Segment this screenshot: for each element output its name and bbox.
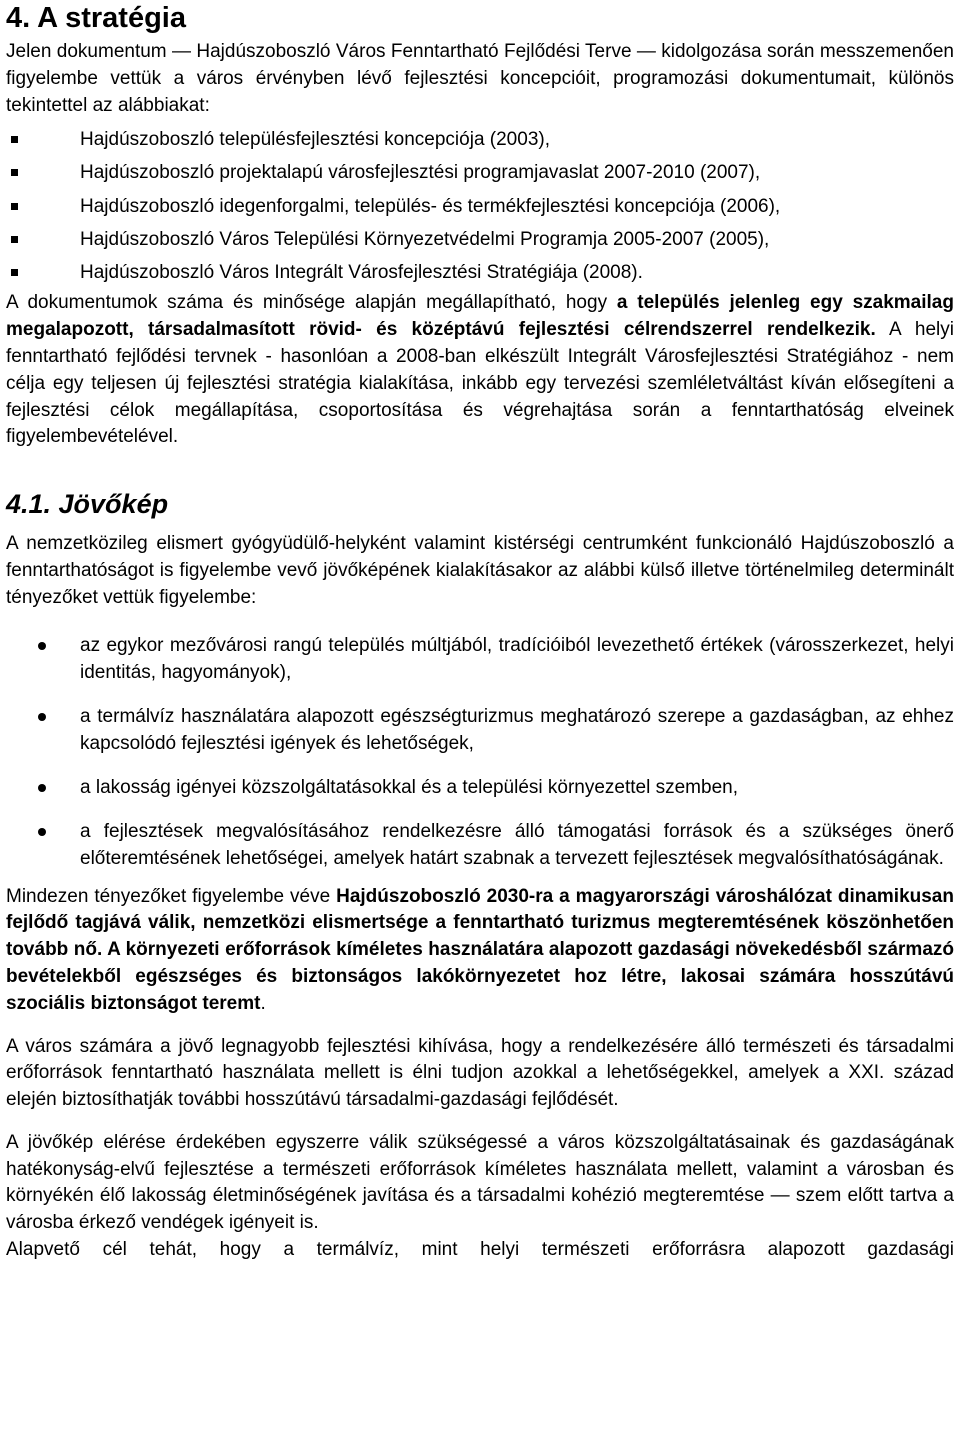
list-item	[6, 774, 954, 801]
list-item	[6, 818, 954, 872]
list-item-text: a lakosság igényei közszolgáltatásokkal és a települési környezettel szemben,	[80, 776, 738, 798]
square-bullet-icon	[11, 169, 18, 176]
square-bullet-icon	[11, 269, 18, 276]
round-bullet-icon	[38, 713, 46, 721]
list-item	[6, 703, 954, 757]
list-item	[6, 632, 954, 686]
list-item	[6, 127, 954, 153]
list-item-text: Hajdúszoboszló Város Települési Környezetvédelmi Programja 2005-2007 (2005),	[80, 228, 770, 250]
vision-end: .	[260, 992, 266, 1014]
assessment-paragraph	[6, 290, 954, 451]
square-bullet-icon	[11, 136, 18, 143]
achievement-paragraph: A jövőkép elérése érdekében egyszerre válik szükségessé a város közszolgáltatásainak és gazdaságának hatékonyság-elvű fejlesztése a természeti erőforrások kíméletes használata mellett, valamint a városban és környékén élő lakosság életminőségének javítása és a társadalmi kohézió megteremtése — szem előtt tartva a városba érkező vendégek igényeit is.	[6, 1131, 954, 1234]
intro-paragraph: Jelen dokumentum — Hajdúszoboszló Város Fenntartható Fejlődési Terve — kidolgozása során messzemenően figyelembe vettük a város érvényben lévő fejlesztési koncepcióit, programozási dokumentumait, különös tekintettel az alábbiakat:	[6, 41, 954, 116]
document-list	[6, 127, 954, 287]
list-item-text: Hajdúszoboszló településfejlesztési koncepciója (2003),	[80, 128, 550, 150]
list-item	[6, 227, 954, 253]
vision-paragraph	[6, 884, 954, 1018]
closing-paragraph: Alapvető cél tehát, hogy a termálvíz, mint helyi természeti erőforrásra alapozott gazdasági	[6, 1239, 954, 1261]
vision-intro-paragraph: A nemzetközileg elismert gyógyüdülő-helyként valamint kistérségi centrumként funkcionáló Hajdúszoboszló a fenntarthatóságot is figyelembe vevő jövőképének kialakításakor az alábbi külső illetve történelmileg determinált tényezőket vettük figyelembe:	[6, 533, 954, 608]
list-item-text: a fejlesztések megvalósításához rendelkezésre álló támogatási források és a szükséges önerő előteremtésének lehetőségei, amelyek határt szabnak a tervezett fejlesztések megvalósíthatóságának.	[80, 820, 954, 869]
square-bullet-icon	[11, 236, 18, 243]
subsection-heading: 4.1. Jövőkép	[6, 489, 169, 520]
challenge-paragraph: A város számára a jövő legnagyobb fejlesztési kihívása, hogy a rendelkezésére álló természeti és társadalmi erőforrások fenntartható használata mellett is élni tudjon azokkal a lehetőségekkel, amelyek a XXI. század elején biztosíthatják további hosszútávú társadalmi-gazdasági fejlődését.	[6, 1035, 954, 1111]
round-bullet-icon	[38, 642, 46, 650]
round-bullet-icon	[38, 784, 46, 792]
list-item-text: Hajdúszoboszló projektalapú városfejlesztési programjavaslat 2007-2010 (2007),	[80, 162, 761, 184]
vision-statement: Hajdúszoboszló 2030-ra a magyarországi városhálózat dinamikusan fejlődő tagjává válik, nemzetközi elismertsége a fenntartható turizmus megteremtésének köszönhetően tovább nő. A környezeti erőforrások kíméletes használatára alapozott gazdasági növekedésből származó bevételekből egészséges és biztonságos lakókörnyezetet hoz létre, lakosai számára hosszútávú szociális biztonságot teremt	[6, 885, 954, 1014]
vision-lead: Mindezen tényezőket figyelembe véve	[6, 885, 337, 907]
document-page	[6, 0, 954, 1264]
list-item	[6, 194, 954, 220]
list-item-text: a termálvíz használatára alapozott egészségturizmus meghatározó szerepe a gazdaságban, az ehhez kapcsolódó fejlesztési igények és lehetőségek,	[80, 705, 954, 754]
list-item	[6, 160, 954, 186]
assessment-emphasis: a település jelenleg egy szakmailag megalapozott, társadalmasított rövid- és középtávú fejlesztési célrendszerrel rendelkezik.	[6, 292, 954, 341]
assessment-rest: A helyi fenntartható fejlődési tervnek - hasonlóan a 2008-ban elkészült Integrált Városfejlesztési Stratégiához - nem célja egy teljesen új fejlesztési stratégia kialakítása, inkább egy tervezési szemléletváltást kíván elősegíteni a fejlesztési célok megállapítása, csoportosítása és végrehajtása során a fenntarthatóság elveinek figyelembevételével.	[6, 319, 955, 448]
square-bullet-icon	[11, 203, 18, 210]
list-item-text: az egykor mezővárosi rangú település múltjából, tradícióiból levezethető értékek (városszerkezet, helyi identitás, hagyományok),	[80, 634, 954, 683]
factor-list	[6, 632, 954, 872]
list-item-text: Hajdúszoboszló idegenforgalmi, település- és termékfejlesztési koncepciója (2006),	[80, 195, 781, 217]
list-item	[6, 260, 954, 286]
round-bullet-icon	[38, 828, 46, 836]
section-heading: 4. A stratégia	[6, 2, 186, 34]
assessment-lead: A dokumentumok száma és minősége alapján megállapítható, hogy	[6, 292, 617, 314]
list-item-text: Hajdúszoboszló Város Integrált Városfejlesztési Stratégiája (2008).	[80, 262, 643, 284]
